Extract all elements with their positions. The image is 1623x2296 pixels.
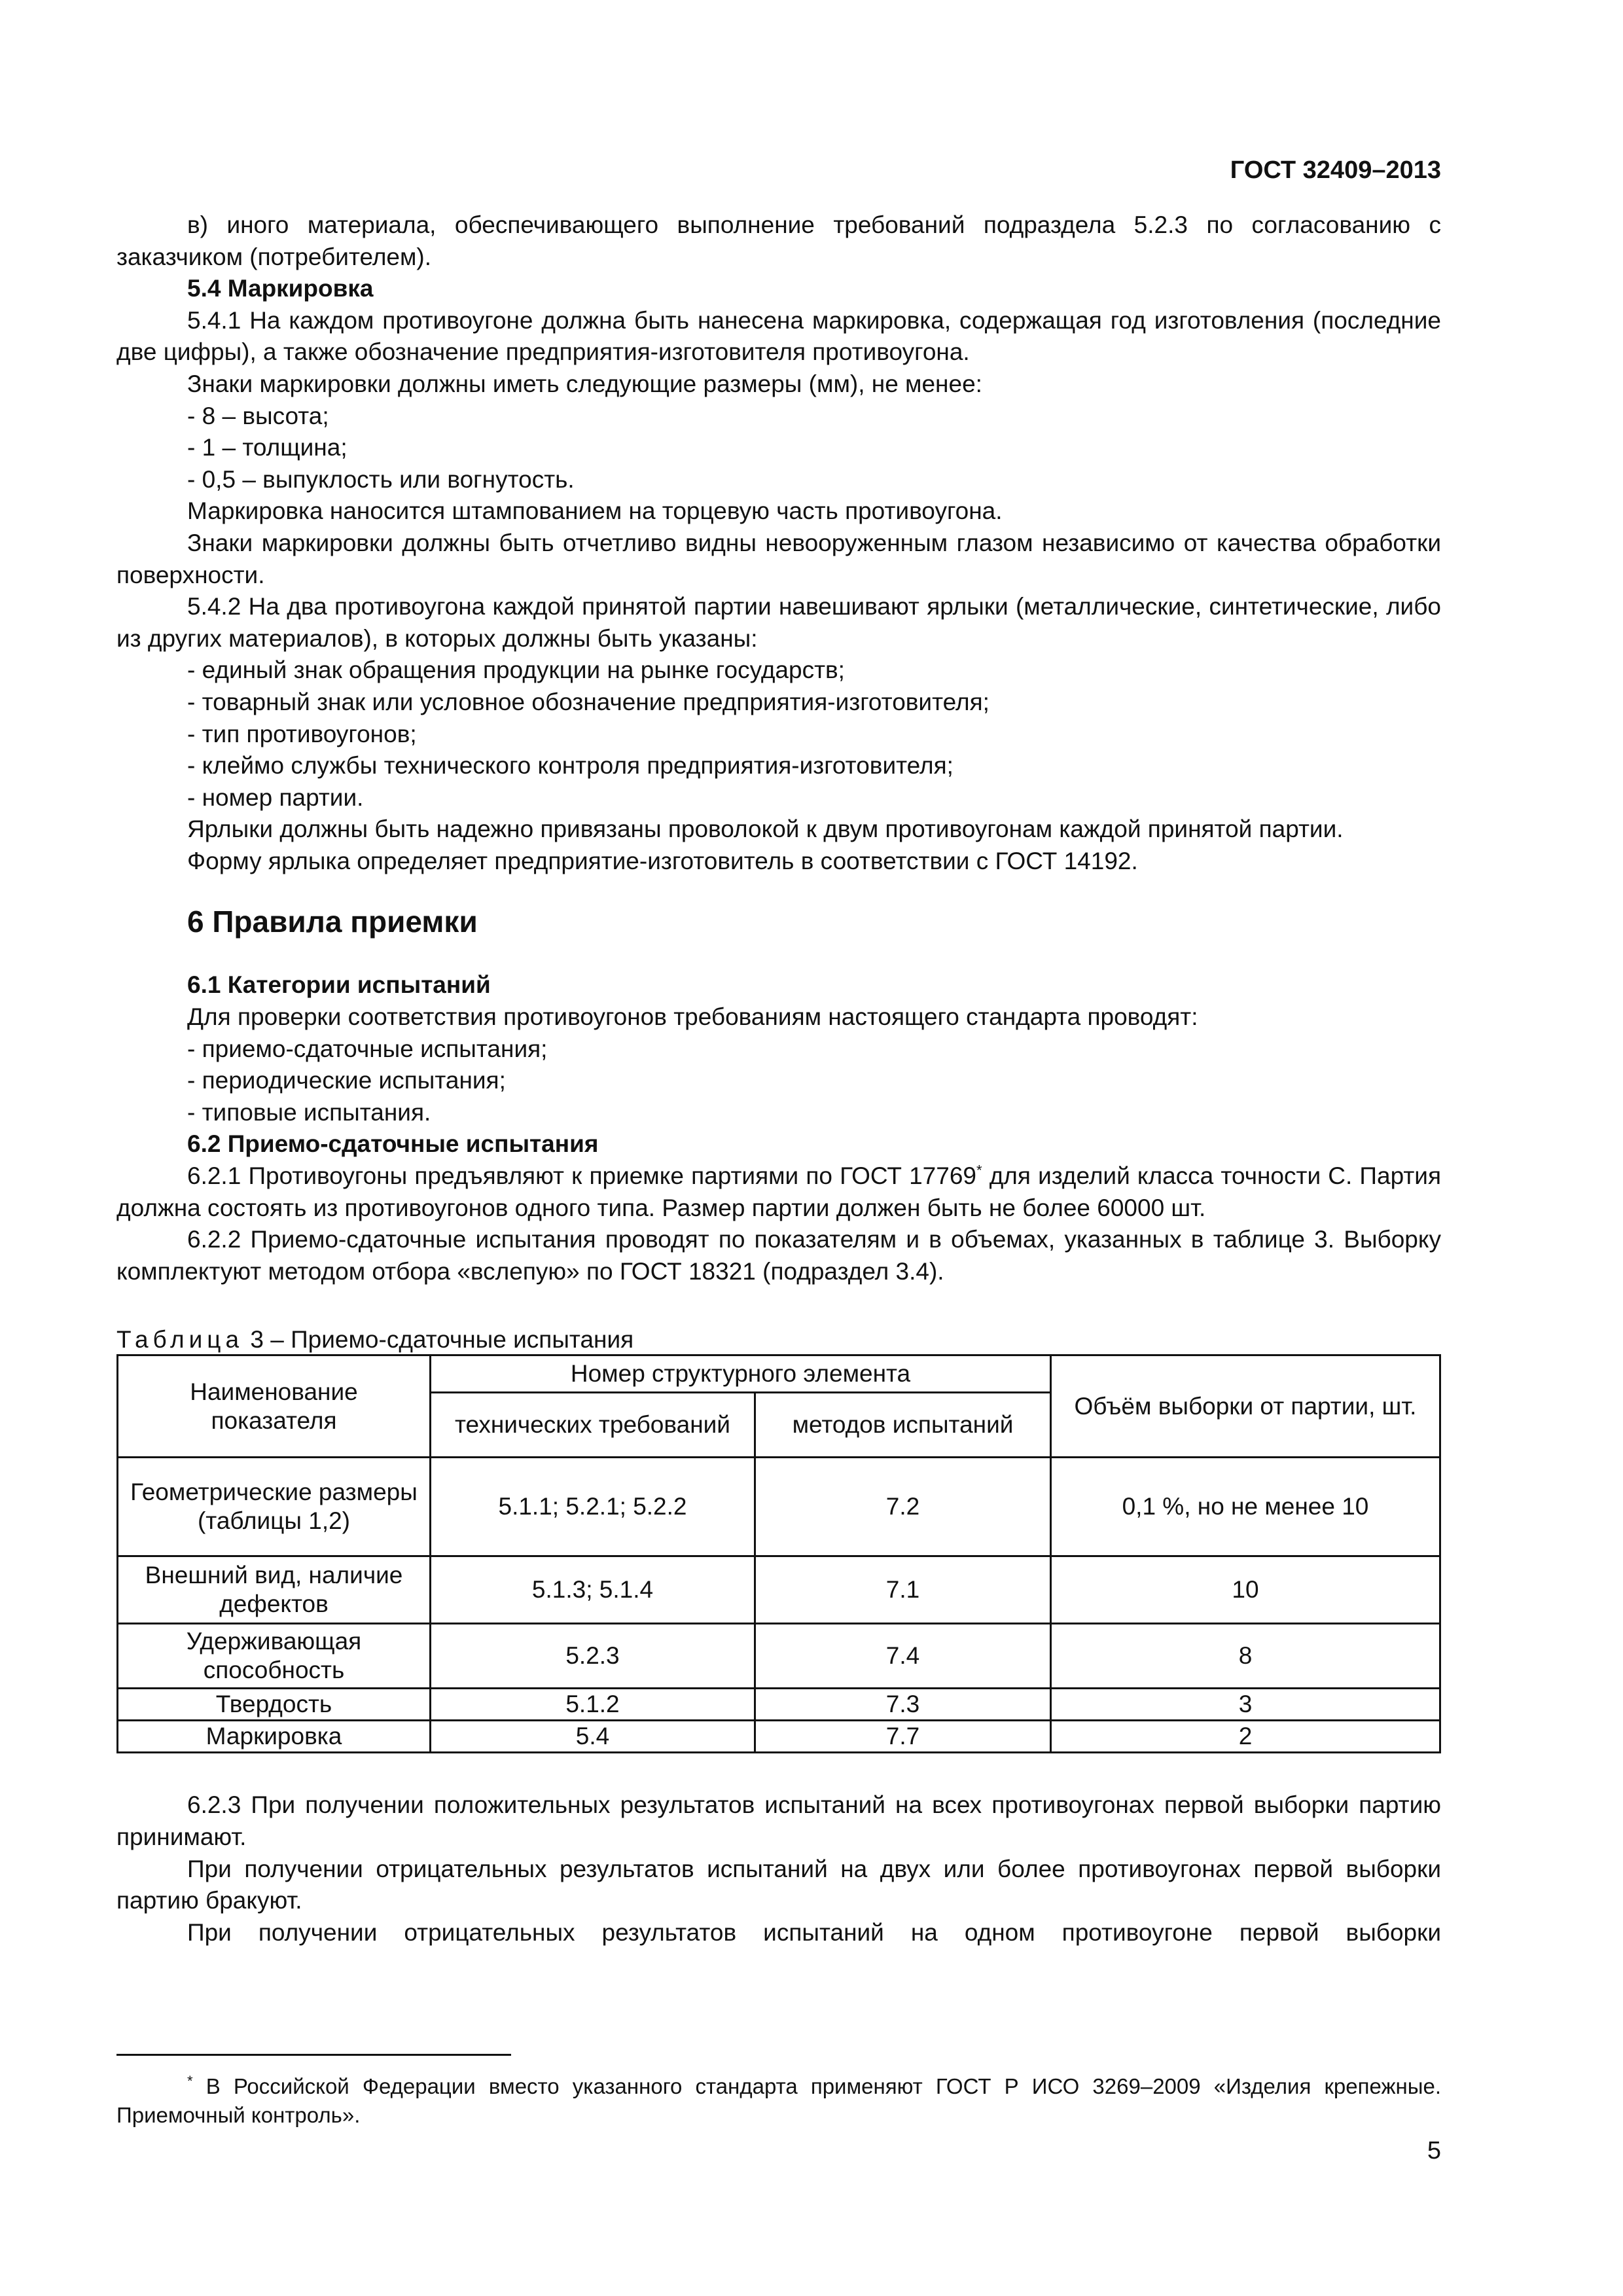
list-item-periodic: - периодические испытания;: [187, 1067, 506, 1094]
cell-sample-size: 0,1 %, но не менее 10: [1051, 1458, 1440, 1556]
footnote: [116, 2072, 1441, 2130]
paragraph-label-form: Форму ярлыка определяет предприятие-изготовитель в соответствии с ГОСТ 14192.: [187, 847, 1138, 874]
list-item-sign: - единый знак обращения продукции на рынке государств;: [187, 656, 845, 684]
cell-technical-requirements: 5.1.3; 5.1.4: [431, 1556, 755, 1624]
cell-test-methods: 7.2: [755, 1458, 1051, 1556]
list-item-height: - 8 – высота;: [187, 402, 329, 429]
cell-test-methods: 7.7: [755, 1721, 1051, 1753]
paragraph-5-4-1: 5.4.1 На каждом противоугоне должна быть нанесена маркировка, содержащая год изготовления (последние две цифры), а также обозначение предприятия-изготовителя противоугона.: [116, 306, 1441, 366]
cell-sample-size: 10: [1051, 1556, 1440, 1624]
cell-indicator: Удерживающая способность: [118, 1624, 431, 1689]
cell-test-methods: 7.3: [755, 1689, 1051, 1721]
list-item-stamp: - клеймо службы технического контроля предприятия-изготовителя;: [187, 752, 954, 780]
section-heading-5-4: 5.4 Маркировка: [187, 275, 374, 302]
footnote-mark: *: [187, 2073, 193, 2089]
paragraph-labels: Ярлыки должны быть надежно привязаны проволокой к двум противоугонам каждой принятой партии.: [187, 816, 1344, 843]
list-item-batch: - номер партии.: [187, 783, 364, 811]
list-item-type: - тип противоугонов;: [187, 720, 417, 747]
table-row: [118, 1689, 1440, 1721]
cell-indicator: Внешний вид, наличие дефектов: [118, 1556, 431, 1624]
paragraph-stamping: Маркировка наносится штампованием на торцевую часть противоугона.: [187, 497, 1003, 525]
section-heading-6-1: 6.1 Категории испытаний: [187, 971, 491, 999]
table-caption-lead: Таблица: [116, 1326, 244, 1354]
table-row: [118, 1458, 1440, 1556]
page-number: 5: [1427, 2137, 1441, 2164]
table-row: [118, 1624, 1440, 1689]
paragraph-6-2-1-start: 6.2.1 Противоугоны предъявляют к приемке партиями по ГОСТ 17769: [187, 1162, 976, 1190]
cell-test-methods: 7.1: [755, 1556, 1051, 1624]
table-caption: [116, 1325, 1441, 1354]
paragraph-visibility: Знаки маркировки должны быть отчетливо видны невооруженным глазом независимо от качества обработки поверхности.: [116, 529, 1441, 588]
table-row: [118, 1556, 1440, 1624]
footnote-reference: *: [976, 1162, 982, 1179]
cell-technical-requirements: 5.2.3: [431, 1624, 755, 1689]
paragraph-6-2-1-end: для изделий класса точности С. Партия должна состоять из противоугонов одного типа. Размер партии должен быть не более 60000 шт.: [116, 1162, 1441, 1221]
footnote-separator: [116, 2054, 511, 2056]
cell-sample-size: 3: [1051, 1689, 1440, 1721]
list-item-type-tests: - типовые испытания.: [187, 1098, 431, 1126]
cell-indicator: Маркировка: [118, 1721, 431, 1753]
section-heading-6-2: 6.2 Приемо-сдаточные испытания: [187, 1130, 599, 1158]
footnote-text: В Российской Федерации вместо указанного стандарта применяют ГОСТ Р ИСО 3269–2009 «Изделия крепежные. Приемочный контроль».: [116, 2074, 1441, 2127]
cell-technical-requirements: 5.4: [431, 1721, 755, 1753]
paragraph-5-4-2: 5.4.2 На два противоугона каждой принятой партии навешивают ярлыки (металлические, синтетические, либо из других материалов), в которых должны быть указаны:: [116, 593, 1441, 652]
cell-test-methods: 7.4: [755, 1624, 1051, 1689]
header-technical-requirements: технических требований: [431, 1393, 755, 1458]
paragraph-6-1: Для проверки соответствия противоугонов требованиям настоящего стандарта проводят:: [187, 1003, 1198, 1031]
list-item-acceptance: - приемо-сдаточные испытания;: [187, 1035, 548, 1062]
paragraph-negative-two: При получении отрицательных результатов испытаний на двух или более противоугонах первой выборки партию бракуют.: [116, 1855, 1441, 1914]
acceptance-tests-table: [116, 1354, 1441, 1753]
cell-sample-size: 2: [1051, 1721, 1440, 1753]
paragraph-6-2-2: 6.2.2 Приемо-сдаточные испытания проводят по показателям и в объемах, указанных в таблице 3. Выборку комплектуют методом отбора «вслепую» по ГОСТ 18321 (подраздел 3.4).: [116, 1226, 1441, 1285]
cell-technical-requirements: 5.1.1; 5.2.1; 5.2.2: [431, 1458, 755, 1556]
paragraph-6-2-3: 6.2.3 При получении положительных результатов испытаний на всех противоугонах первой выборки партию принимают.: [116, 1791, 1441, 1850]
paragraph-6-2-1: [116, 1160, 1441, 1224]
list-item-trademark: - товарный знак или условное обозначение предприятия-изготовителя;: [187, 688, 990, 715]
cell-technical-requirements: 5.1.2: [431, 1689, 755, 1721]
paragraph-item-v: в) иного материала, обеспечивающего выполнение требований подраздела 5.2.3 по согласованию с заказчиком (потребителем).: [116, 211, 1441, 270]
header-indicator: Наименование показателя: [118, 1355, 431, 1458]
list-item-thickness: - 1 – толщина;: [187, 434, 348, 461]
header-test-methods: методов испытаний: [755, 1393, 1051, 1458]
cell-indicator: Твердость: [118, 1689, 431, 1721]
cell-indicator: Геометрические размеры (таблицы 1,2): [118, 1458, 431, 1556]
table-caption-title: 3 – Приемо-сдаточные испытания: [243, 1326, 634, 1354]
document-code-header: ГОСТ 32409–2013: [1230, 156, 1441, 184]
cell-sample-size: 8: [1051, 1624, 1440, 1689]
header-element-number: Номер структурного элемента: [431, 1355, 1051, 1393]
table-header-row: [118, 1355, 1440, 1393]
list-item-convexity: - 0,5 – выпуклость или вогнутость.: [187, 465, 575, 493]
paragraph-marks-size: Знаки маркировки должны иметь следующие размеры (мм), не менее:: [187, 370, 982, 397]
table-row: [118, 1721, 1440, 1753]
document-body: [116, 209, 1441, 1948]
header-sample-size: Объём выборки от партии, шт.: [1051, 1355, 1440, 1458]
paragraph-negative-one: При получении отрицательных результатов испытаний на одном противоугоне первой выборки: [187, 1918, 1441, 1946]
section-heading-6: 6 Правила приемки: [187, 905, 478, 939]
